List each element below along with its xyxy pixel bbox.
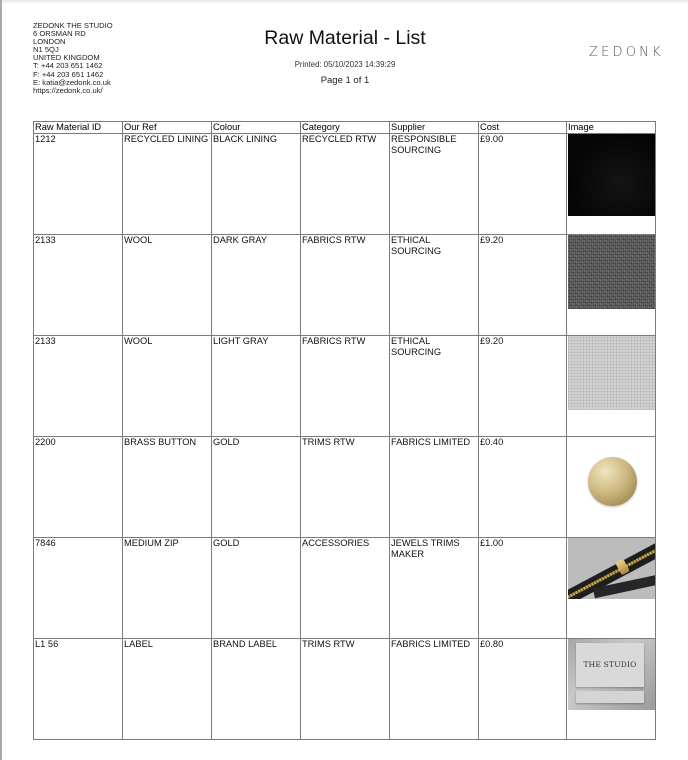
column-header-cost: Cost (479, 122, 567, 134)
column-header-supplier: Supplier (390, 122, 479, 134)
address-line: UNITED KINGDOM (33, 53, 100, 63)
label-card (576, 643, 644, 687)
cell-category: RECYCLED RTW (301, 134, 390, 235)
cell-cost: £0.80 (479, 639, 567, 740)
table-row (34, 437, 656, 538)
column-header-ref: Our Ref (123, 122, 212, 134)
cell-supplier: ETHICAL SOURCING (390, 336, 479, 437)
address-line: LONDON (33, 37, 66, 47)
cell-category: TRIMS RTW (301, 639, 390, 740)
column-header-id: Raw Material ID (34, 122, 123, 134)
cell-category: ACCESSORIES (301, 538, 390, 639)
cell-image (566, 134, 655, 235)
cell-id: 2133 (34, 336, 123, 437)
cell-category: FABRICS RTW (301, 336, 390, 437)
table-row (34, 538, 656, 639)
cell-id: 2133 (34, 235, 123, 336)
cell-colour: GOLD (212, 538, 301, 639)
printed-timestamp: Printed: 05/10/2023 14:39:29 (294, 60, 396, 69)
cell-colour: LIGHT GRAY (212, 336, 301, 437)
column-header-image: Image (566, 122, 655, 134)
address-line: T: +44 203 651 1462 (33, 61, 103, 71)
black-fabric-swatch-image (568, 134, 655, 216)
cell-cost: £9.00 (479, 134, 567, 235)
cell-colour: DARK GRAY (212, 235, 301, 336)
cell-id: L1 56 (34, 639, 123, 740)
cell-supplier: RESPONSIBLE SOURCING (390, 134, 479, 235)
brass-button-image (568, 437, 655, 537)
cell-supplier: FABRICS LIMITED (390, 437, 479, 538)
cell-cost: £1.00 (479, 538, 567, 639)
cell-cost: £9.20 (479, 235, 567, 336)
address-line: N1 5QJ (33, 45, 59, 55)
cell-ref: WOOL (123, 235, 212, 336)
cell-colour: GOLD (212, 437, 301, 538)
cell-category: TRIMS RTW (301, 437, 390, 538)
cell-ref: BRASS BUTTON (123, 437, 212, 538)
address-line: E: katia@zedonk.co.uk (33, 77, 111, 87)
cell-image (566, 437, 655, 538)
page-number: Page 1 of 1 (320, 75, 370, 86)
label-card-title: THE STUDIO (583, 660, 637, 669)
label-strip (576, 691, 644, 703)
cell-id: 1212 (34, 134, 123, 235)
company-address (33, 22, 113, 95)
report-title: Raw Material - List (264, 27, 426, 49)
cell-category: FABRICS RTW (301, 235, 390, 336)
dark-gray-wool-swatch-image (568, 235, 655, 309)
table-row (34, 639, 656, 740)
cell-supplier: JEWELS TRIMS MAKER (390, 538, 479, 639)
table-row (34, 235, 656, 336)
cell-cost: £0.40 (479, 437, 567, 538)
column-header-category: Category (301, 122, 390, 134)
cell-ref: RECYCLED LINING (123, 134, 212, 235)
page-top-shadow (0, 0, 688, 4)
cell-supplier: ETHICAL SOURCING (390, 235, 479, 336)
cell-colour: BRAND LABEL (212, 639, 301, 740)
cell-image (566, 336, 655, 437)
light-gray-wool-swatch-image (568, 336, 655, 410)
cell-image (566, 639, 655, 740)
cell-supplier: FABRICS LIMITED (390, 639, 479, 740)
cell-id: 2200 (34, 437, 123, 538)
cell-image (566, 538, 655, 639)
cell-ref: MEDIUM ZIP (123, 538, 212, 639)
raw-material-table (33, 121, 656, 740)
address-line: 6 ORSMAN RD (33, 29, 86, 39)
report-header (230, 26, 460, 86)
gold-zip-image (568, 538, 655, 599)
table-row (34, 336, 656, 437)
table-row (34, 134, 656, 235)
table-header-row (34, 122, 656, 134)
brand-logo: ZEDONK (589, 45, 664, 60)
address-line: https://zedonk.co.uk/ (33, 85, 103, 95)
cell-id: 7846 (34, 538, 123, 639)
brand-label-image (568, 639, 655, 710)
cell-image (566, 235, 655, 336)
cell-ref: LABEL (123, 639, 212, 740)
brass-button-disc (588, 457, 637, 506)
column-header-colour: Colour (212, 122, 301, 134)
address-line: ZEDONK THE STUDIO (33, 21, 113, 30)
cell-cost: £9.20 (479, 336, 567, 437)
cell-ref: WOOL (123, 336, 212, 437)
cell-colour: BLACK LINING (212, 134, 301, 235)
page-left-border (0, 0, 2, 760)
address-line: F: +44 203 651 1462 (33, 69, 104, 79)
